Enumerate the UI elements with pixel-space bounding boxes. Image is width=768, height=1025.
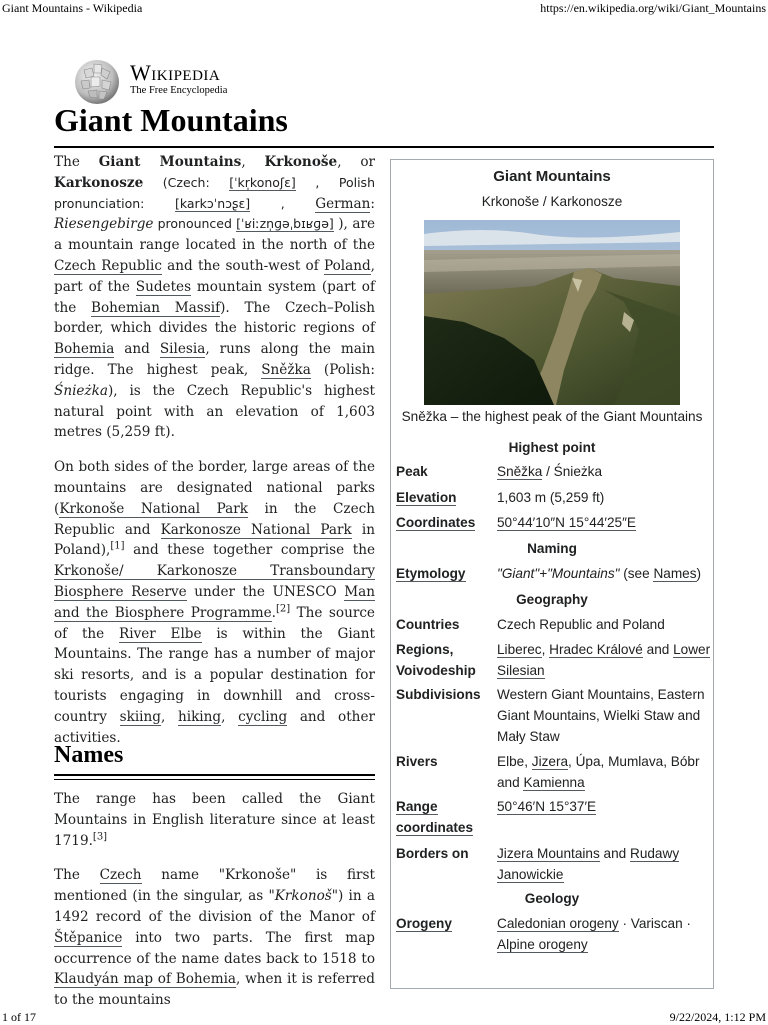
link-jizera[interactable]: Jizera <box>531 754 569 769</box>
label-text: Voivodeship <box>396 662 476 678</box>
ipa-german-link[interactable]: [ˈʁiːzn̩ɡəˌbɪʁɡə] <box>236 216 334 232</box>
text: Elbe, <box>497 754 532 769</box>
label-text: Orogeny <box>396 916 452 931</box>
link-alpine-orogeny[interactable]: Alpine orogeny <box>497 936 588 952</box>
text: and <box>114 341 160 358</box>
text: The <box>54 867 100 884</box>
text: (Polish: <box>310 361 376 378</box>
bold-term: Karkonosze <box>54 174 144 191</box>
label-countries: Countries <box>396 617 460 632</box>
link-snezka[interactable]: Sněžka <box>261 361 311 378</box>
link-german[interactable]: German <box>315 195 371 212</box>
wikipedia-logo[interactable] <box>72 56 272 108</box>
bold-term: Giant Mountains <box>98 154 242 170</box>
text: The range has been called the Giant Mountains in English literature since at least 1719. <box>54 791 375 849</box>
print-footer <box>0 1008 768 1024</box>
link-kpn[interactable]: Karkonosze National Park <box>160 521 352 538</box>
value-countries: Czech Republic and Poland <box>497 617 665 632</box>
section-divider <box>54 779 375 780</box>
label-text: Etymology <box>396 566 466 581</box>
link-poland[interactable]: Poland <box>323 257 371 274</box>
link-bohemian-massif[interactable]: Bohemian Massif <box>90 299 221 316</box>
print-datetime: 9/22/2024, 1:12 PM <box>669 1010 766 1024</box>
text: and these together comprise the <box>124 542 375 559</box>
italic-term: "Krkonoš" <box>268 888 338 905</box>
snezka-photo[interactable] <box>424 220 680 405</box>
value-rivers <box>497 752 711 794</box>
text: under the UNESCO <box>186 583 345 600</box>
text: , <box>221 708 239 725</box>
link-bohemia[interactable]: Bohemia <box>54 341 115 358</box>
text: , part of the <box>54 257 375 295</box>
label-elevation[interactable] <box>396 488 490 509</box>
lead-section <box>54 152 375 748</box>
print-tab-title: Giant Mountains - Wikipedia <box>2 1 143 15</box>
label-regions <box>396 640 490 682</box>
link-silesia[interactable]: Silesia <box>159 341 206 358</box>
text: The source of the <box>54 604 375 642</box>
text: ), are a mountain range located in the north of the <box>54 216 375 254</box>
label-text: Elevation <box>396 490 457 505</box>
names-paragraph-1 <box>54 789 375 851</box>
section-naming: Naming <box>527 541 577 556</box>
text: and the south-west of <box>161 257 324 274</box>
text: ), is the Czech Republic's highest natural point with an elevation of 1,603 metres (5,259 ft). <box>54 382 375 441</box>
ipa-czech-link[interactable]: [ˈkr̩konoʃɛ] <box>229 174 296 190</box>
wikipedia-wordmark: Wikipedia <box>130 60 221 85</box>
text: (Czech: <box>143 174 230 190</box>
lead-paragraph <box>54 152 375 443</box>
link-czech-republic[interactable]: Czech Republic <box>54 257 162 274</box>
link-snezka[interactable]: Sněžka <box>497 464 543 479</box>
ref-1[interactable]: [1] <box>110 540 125 552</box>
text: ) in a 1492 record of the division of the Manor of <box>54 888 376 925</box>
section-divider <box>54 774 375 776</box>
label-text: Coordinates <box>396 515 476 530</box>
text: , or <box>337 154 375 170</box>
label-range-coordinates[interactable] <box>396 797 490 839</box>
names-section <box>54 789 375 1011</box>
photo-caption: Sněžka – the highest peak of the Giant Mountains <box>401 409 703 424</box>
text: , Úpa, Mumlava, Bóbr and <box>497 754 700 790</box>
infobox-subtitle: Krkonoše / Karkonosze <box>481 194 623 209</box>
label-text: Regions, <box>396 642 454 657</box>
link-cycling[interactable]: cycling <box>238 708 288 725</box>
link-jizera-mountains[interactable]: Jizera Mountains <box>497 846 600 861</box>
wikipedia-tagline: The Free Encyclopedia <box>130 85 228 96</box>
link-krnap[interactable]: Krkonoše National Park <box>59 500 249 517</box>
text: , runs along the main ridge. The highest peak, <box>54 341 375 378</box>
text: and other activities. <box>54 708 375 746</box>
link-coordinates[interactable]: 50°44′10″N 15°44′25″E <box>497 515 636 530</box>
link-czech[interactable]: Czech <box>99 867 142 884</box>
value-elevation: 1,603 m (5,259 ft) <box>497 490 605 505</box>
value-etymology <box>497 564 711 585</box>
value-regions <box>497 640 711 682</box>
text: into two parts. The first map occurrence of the name dates back to 1518 to <box>54 929 375 967</box>
text: : <box>370 195 375 212</box>
title-divider <box>54 146 714 148</box>
link-names-section[interactable]: Names <box>653 566 697 581</box>
text: mountain system (part of the <box>54 278 375 316</box>
label-subdivisions: Subdivisions <box>396 687 481 702</box>
link-river-elbe[interactable]: River Elbe <box>118 625 202 642</box>
text: pronounced <box>153 216 237 232</box>
label-text: Range <box>396 799 438 814</box>
text: ). The Czech–Polish border, which divides the historic regions of <box>54 299 375 337</box>
label-text: coordinates <box>396 819 474 835</box>
print-page-number: 1 of 17 <box>2 1010 36 1024</box>
ref-2[interactable]: [2] <box>275 603 291 615</box>
section-geography: Geography <box>516 592 588 607</box>
text: , Polish pronunciation: <box>54 174 375 211</box>
section-highest-point: Highest point <box>508 440 596 455</box>
value-borders-on <box>497 844 711 886</box>
label-rivers: Rivers <box>396 754 438 769</box>
wikipedia-globe-icon <box>72 56 122 106</box>
value-coordinates <box>497 513 711 534</box>
label-peak: Peak <box>396 464 428 479</box>
bold-term: Krkonoše <box>264 154 338 170</box>
text: in Poland), <box>54 521 375 559</box>
text: , <box>541 642 550 657</box>
text: name "Krkonoše" is first mentioned (in the singular, as <box>54 867 375 905</box>
link-caledonian-orogeny[interactable]: Caledonian orogeny <box>497 916 619 931</box>
link-klaudyan-map[interactable]: Klaudyán map of Bohemia <box>54 971 237 988</box>
text: The <box>54 154 99 170</box>
italic-term: "Giant"+"Mountains" <box>497 566 620 581</box>
text: is within the Giant Mountains. The range has a number of major ski resorts, and is a popular destination for tourists engaging in downhill and cross-country <box>54 625 375 725</box>
text: and <box>599 846 630 861</box>
link-stepanice[interactable]: Štěpanice <box>54 929 123 946</box>
text: , <box>250 195 316 211</box>
text: , <box>160 708 178 725</box>
text: On both sides of the border, large areas of the mountains are designated national parks ( <box>54 459 375 517</box>
link-hradec-kralove[interactable]: Hradec Králové <box>549 642 643 657</box>
label-etymology[interactable] <box>396 564 490 585</box>
print-header <box>0 0 768 18</box>
value-subdivisions: Western Giant Mountains, Eastern Giant Mountains, Wielki Staw and Mały Staw <box>497 687 705 744</box>
link-liberec[interactable]: Liberec <box>497 642 542 657</box>
link-hiking[interactable]: hiking <box>177 708 222 725</box>
text: / Śnieżka <box>542 464 603 479</box>
link-skiing[interactable]: skiing <box>119 708 161 725</box>
infobox <box>390 159 714 989</box>
text: , <box>241 154 265 170</box>
names-paragraph-2 <box>54 865 375 1011</box>
value-orogeny <box>497 914 711 956</box>
text: in the Czech Republic and <box>54 500 375 538</box>
text: · Variscan · <box>618 916 691 931</box>
link-range-coordinates[interactable]: 50°46′N 15°37′E <box>497 799 597 814</box>
infobox-title: Giant Mountains <box>493 168 611 185</box>
label-borders-on: Borders on <box>396 846 469 861</box>
link-sudetes[interactable]: Sudetes <box>135 278 192 295</box>
text: (see <box>619 566 654 581</box>
value-peak <box>497 462 711 483</box>
link-kamienna[interactable]: Kamienna <box>523 774 585 790</box>
text: . <box>271 604 276 621</box>
ref-3[interactable]: [3] <box>92 831 108 843</box>
text: ) <box>696 566 702 581</box>
text: and <box>642 642 674 657</box>
label-coordinates[interactable] <box>396 513 490 534</box>
label-orogeny[interactable] <box>396 914 490 935</box>
link-rudawy-janowickie[interactable]: Rudawy Janowickie <box>497 846 680 882</box>
link-man-and-biosphere[interactable]: Man and the Biosphere Programme <box>54 583 375 621</box>
text: , when it is referred to the mountains <box>54 971 375 1009</box>
link-lower-silesian[interactable]: Lower Silesian <box>497 642 711 678</box>
ipa-polish-link[interactable]: [karkɔˈnɔʂɛ] <box>174 195 251 211</box>
parks-paragraph <box>54 457 375 748</box>
section-geology: Geology <box>524 891 580 906</box>
italic-term: Śnieżka <box>54 382 108 399</box>
section-heading-names: Names <box>54 742 124 768</box>
link-biosphere-reserve[interactable]: Krkonoše/ Karkonosze Transboundary Biosphere Reserve <box>54 563 375 600</box>
print-url[interactable]: https://en.wikipedia.org/wiki/Giant_Mountains <box>540 1 766 15</box>
page-title: Giant Mountains <box>54 102 288 138</box>
value-range-coordinates <box>497 797 711 818</box>
italic-term: Riesengebirge <box>54 216 154 233</box>
